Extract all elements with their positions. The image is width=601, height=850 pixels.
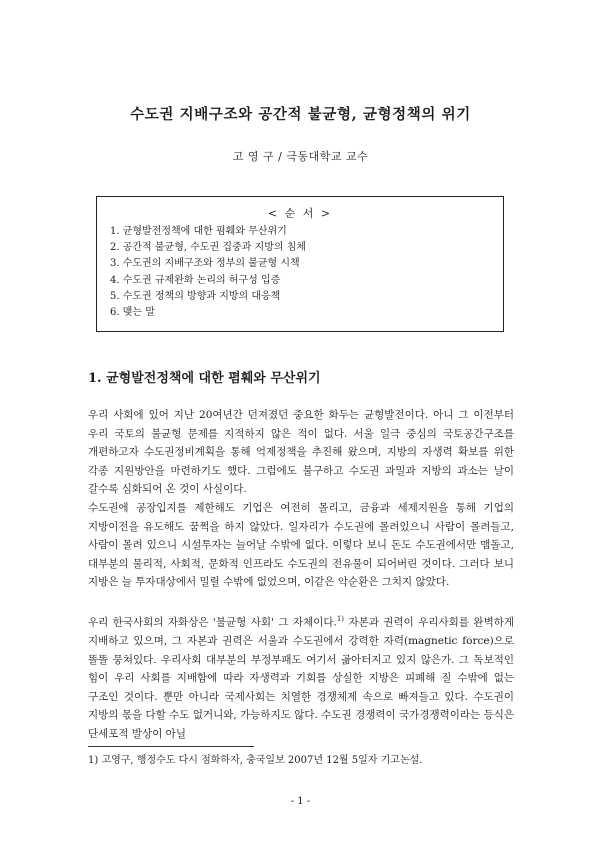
paragraph-text: 우리 한국사회의 자화상은 '불균형 사회' 그 자체이다. xyxy=(88,616,337,629)
toc-item: 6. 맺는 말 xyxy=(110,307,155,319)
toc-item: 1. 균형발전정책에 대한 폄훼와 무산위기 xyxy=(110,226,287,237)
table-of-contents-box xyxy=(96,196,504,332)
author-line: 고 영 구 / 극동대학교 교수 xyxy=(232,150,369,163)
footnote: 1) 고영구, 행정수도 다시 점화하자, 충국일보 2007년 12월 5일자 기고논설. xyxy=(88,755,423,766)
paragraph: 우리 사회에 있어 지난 20여년간 던져졌던 중요한 화두는 균형발전이다. 아니 그 이전부터 우리 국토의 불균형 문제를 지적하지 않은 적이 없다. 서울 일극 중심의 국토공간구조를 개편하고자 수도권정비계획을 통해 억제정책을 추진해 왔으며, 지방의 자생력 확보를 위한 각종 지원방안을 마련하기도 했다. 그럼에도 불구하고 수도권 과밀과 지방의 과소는 날이 갈수록 심화되어 온 것이 사실이다. xyxy=(88,409,514,495)
toc-item: 2. 공간적 불균형, 수도권 집중과 지방의 침체 xyxy=(110,242,307,254)
body-paragraph-block xyxy=(88,499,514,592)
toc-item: 3. 수도권의 지배구조와 정부의 불균형 시책 xyxy=(110,258,300,270)
footnote-divider xyxy=(88,746,254,747)
toc-item: 4. 수도권 규제완화 논리의 허구성 입증 xyxy=(110,274,281,286)
footnote-ref: 1) xyxy=(336,615,345,623)
page-number: - 1 - xyxy=(290,796,311,807)
body-paragraph-block xyxy=(88,406,514,499)
paragraph-text: 자본과 권력이 우리사회를 완벽하게 지배하고 있으며, 그 자본과 권력은 서울과 수도권에서 강력한 자력(magnetic force)으로 똘똘 뭉쳐있다. 우리사회 대부분의 부정부패도 여기서 곪아터지고 있지 않은가. 그 독보적인 힘이 우리 사회를 지배함에 따라 자생력과 기회를 상실한 지방은 피폐해 질 수밖에 없는 구조인 것이다. 뿐만 아니라 국제사회는 치열한 경쟁체제 속으로 빠져들고 있다. 수도권이 지방의 몫을 다할 수도 없거니와, 가능하지도 않다. 수도권 경쟁력이 국가경쟁력이라는 등식은 단세포적 발상이 아닐 xyxy=(88,616,514,740)
paragraph: 수도권에 공장입지를 제한해도 기업은 여전히 몰리고, 금융과 세제지원을 통해 기업의 지방이전을 유도해도 꿈쩍을 하지 않았다. 일자리가 수도권에 몰려있으니 사람이 몰려들고, 사람이 몰려 있으니 시설투자는 늘어날 수밖에 없다. 이렇다 보니 돈도 수도권에서만 맴돌고, 대부분의 물리적, 사회적, 문화적 인프라도 수도권의 전유물이 되어버린 것이다. 그러다 보니 지방은 늘 투자대상에서 밀릴 수밖에 없었으며, 이같은 악순환은 그치지 않았다. xyxy=(88,502,514,588)
toc-heading: < 순 서 > xyxy=(267,207,333,220)
toc-list xyxy=(110,224,306,321)
section-heading: 1. 균형발전정책에 대한 폄훼와 무산위기 xyxy=(88,371,321,386)
toc-item: 5. 수도권 정책의 방향과 지방의 대응책 xyxy=(110,290,281,302)
paragraph xyxy=(88,610,514,743)
document-title: 수도권 지배구조와 공간적 불균형, 균형정책의 위기 xyxy=(130,106,471,123)
body-paragraph-block xyxy=(88,610,514,743)
